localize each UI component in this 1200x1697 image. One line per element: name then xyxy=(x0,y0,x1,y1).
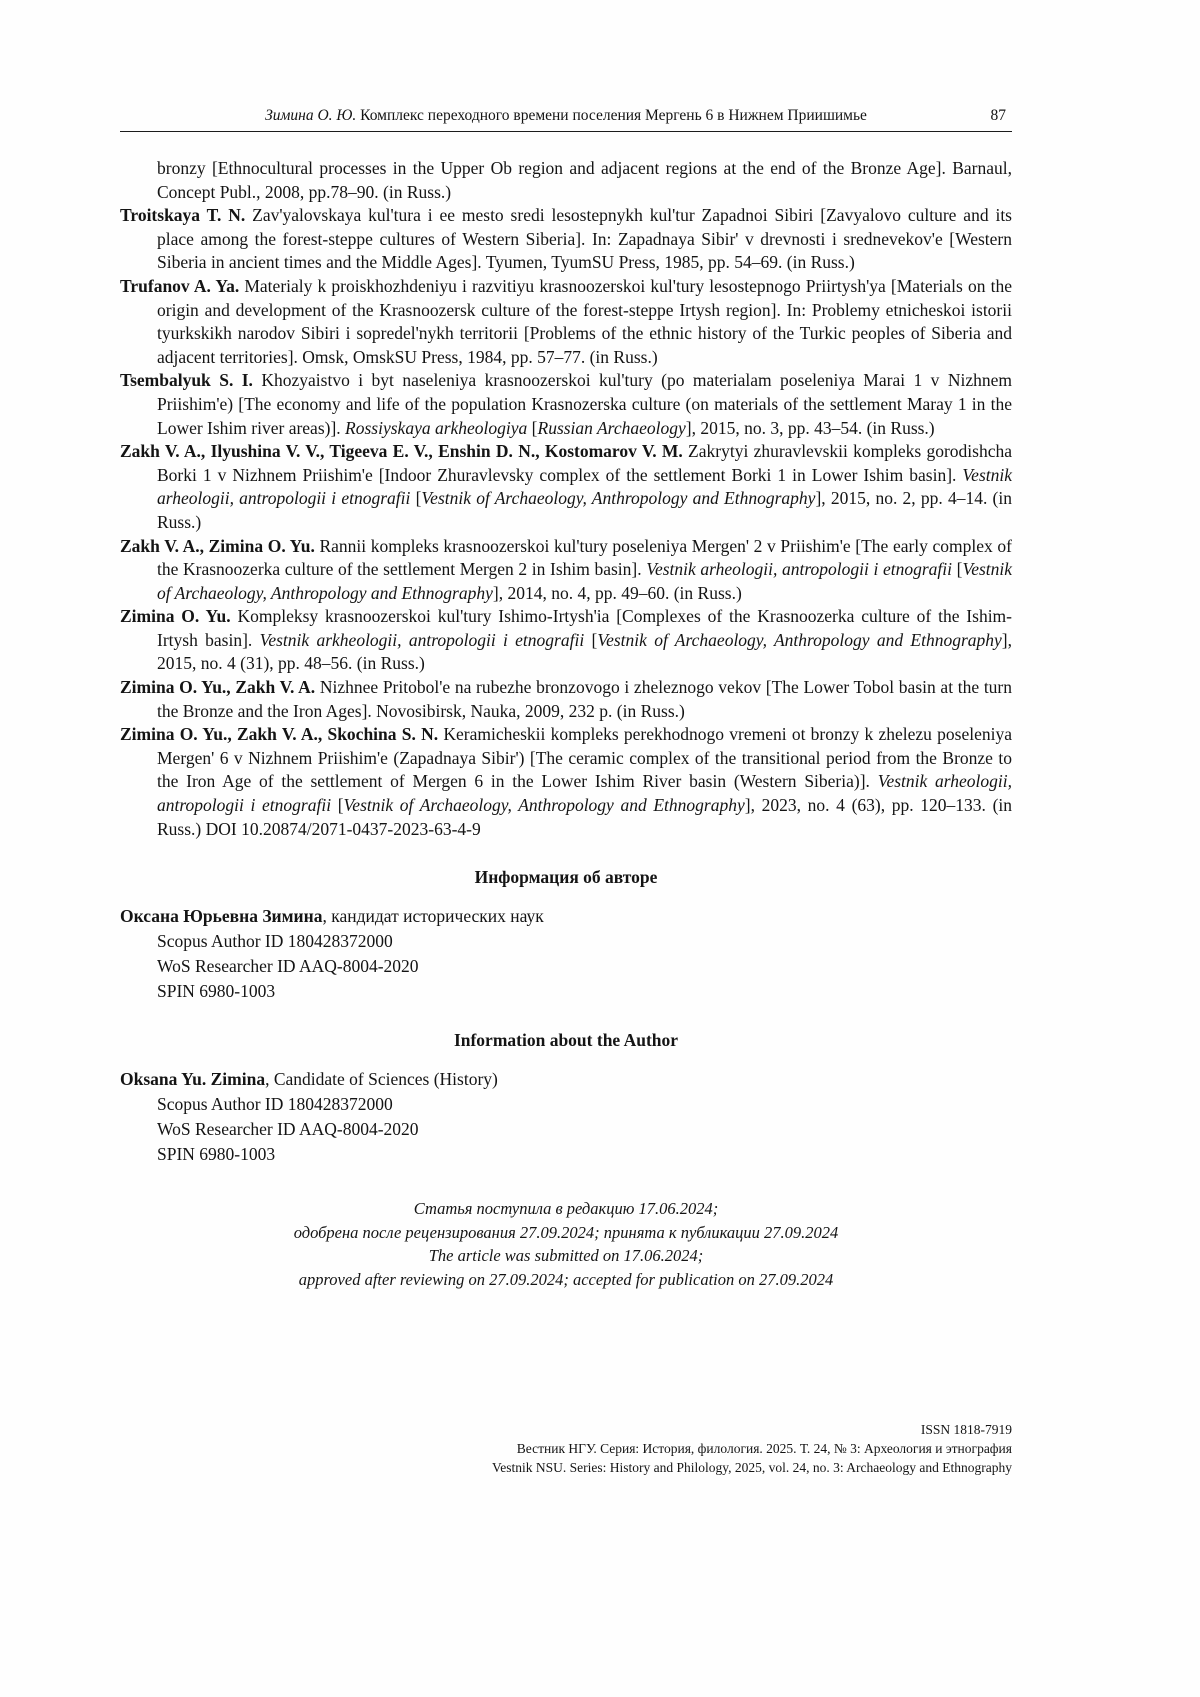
author-spin-id-en: SPIN 6980-1003 xyxy=(157,1144,276,1165)
reference-text: [ xyxy=(527,417,538,438)
reference-journal-title: Vestnik arheologii, antropologii i etnografii xyxy=(157,464,1012,509)
reference-text: Kompleksy krasnoozerskoi kul'tury Ishimo-Irtysh'ia [Complexes of the Krasnoozerka culture of the Ishim-Irtysh basin]. xyxy=(157,606,1012,650)
author-name-en: Oksana Yu. Zimina xyxy=(120,1069,266,1090)
reference-text: [ xyxy=(584,629,598,650)
reference-journal-title: Vestnik of Archaeology, Anthropology and Ethnography xyxy=(597,629,1002,650)
author-scopus-id-en: Scopus Author ID 180428372000 xyxy=(157,1094,393,1115)
reference-text: [ xyxy=(410,488,422,509)
author-degree-en: , Candidate of Sciences (History) xyxy=(265,1069,498,1090)
reference-entry xyxy=(120,535,1012,606)
journal-footer xyxy=(120,1420,1012,1477)
reference-text: Khozyaistvo i byt naseleniya krasnoozerskoi kul'tury (po materialam poseleniya Marai 1 v Nizhnem Priishim'e) [The economy and life of the population Krasnozerska culture (on materials of the settlement Maray 1 in the Lower Ishim river areas)]. xyxy=(157,370,1013,438)
author-name-line-ru xyxy=(120,904,1012,929)
submission-line-en-2: approved after reviewing on 27.09.2024; accepted for publication on 27.09.2024 xyxy=(298,1269,834,1289)
reference-text: ], 2015, no. 2, pp. 4–14. (in Russ.) xyxy=(157,488,1012,532)
submission-line-en-1: The article was submitted on 17.06.2024; xyxy=(428,1246,704,1266)
author-info-ru xyxy=(120,904,1012,1004)
running-header xyxy=(120,106,1012,132)
reference-authors: Troitskaya T. N. xyxy=(120,205,253,226)
section-heading-author-info-ru: Информация об авторе xyxy=(474,867,658,888)
running-header-author: Зимина О. Ю. xyxy=(265,107,357,124)
reference-journal-title: Vestnik of Archaeology, Anthropology and Ethnography xyxy=(421,488,816,509)
footer-issn: ISSN 1818-7919 xyxy=(920,1422,1012,1437)
reference-text: Nizhnee Pritobol'e na rubezhe bronzovogo i zheleznogo vekov [The Lower Tobol basin at the turn the Bronze and the Iron Ages]. Novosibirsk, Nauka, 2009, 232 p. (in Russ.) xyxy=(157,677,1013,721)
reference-entry xyxy=(120,204,1012,275)
reference-journal-title: Russian Archaeology xyxy=(537,417,686,438)
submission-line-ru-2: одобрена после рецензирования 27.09.2024; принята к публикации 27.09.2024 xyxy=(293,1222,839,1242)
submission-line-ru-1: Статья поступила в редакцию 17.06.2024; xyxy=(413,1199,719,1219)
page-number: 87 xyxy=(990,107,1006,124)
reference-text: Zav'yalovskaya kul'tura i ee mesto sredi lesostepnykh kul'tur Zapadnoi Sibiri [Zavyalovo culture and its place among the forest-steppe cultures of Western Siberia]. In: Zapadnaya Sibir' v drevnosti i srednevekov'e [Western Siberia in ancient times and the Middle Ages]. Tyumen, TyumSU Press, 1985, pp. 54–69. (in Russ.) xyxy=(157,205,1012,273)
author-name-line-en xyxy=(120,1067,1012,1092)
reference-text: ], 2015, no. 4 (31), pp. 48–56. (in Russ.) xyxy=(157,629,1012,674)
references-list xyxy=(120,157,1012,841)
author-name-ru: Оксана Юрьевна Зимина xyxy=(120,906,323,927)
reference-journal-title: Vestnik arheologii, antropologii i etnografii xyxy=(157,771,1012,816)
submission-dates xyxy=(120,1197,1012,1291)
footer-journal-line-ru: Вестник НГУ. Серия: История, филология. 2025. Т. 24, № 3: Археология и этнография xyxy=(516,1441,1012,1456)
reference-entry xyxy=(120,723,1012,841)
author-wos-id-en: WoS Researcher ID AAQ-8004-2020 xyxy=(157,1119,419,1140)
author-degree-ru: , кандидат исторических наук xyxy=(322,906,544,927)
reference-entry xyxy=(120,605,1012,676)
reference-authors: Tsembalyuk S. I. xyxy=(120,370,262,391)
reference-entry xyxy=(120,676,1012,723)
reference-entry-continuation xyxy=(120,157,1012,204)
reference-entry xyxy=(120,275,1012,369)
reference-text: [ xyxy=(951,559,963,580)
reference-text: bronzy [Ethnocultural processes in the Upper Ob region and adjacent regions at the end of the Bronze Age]. Barnaul, Concept Publ., 2008, pp.78–90. (in Russ.) xyxy=(157,158,1012,202)
reference-text: ], 2014, no. 4, pp. 49–60. (in Russ.) xyxy=(492,582,742,603)
reference-journal-title: Vestnik arheologii, antropologii i etnografii xyxy=(646,559,952,580)
author-scopus-id-ru: Scopus Author ID 180428372000 xyxy=(157,931,393,952)
reference-authors: Zakh V. A., Zimina O. Yu. xyxy=(120,535,320,556)
footer-journal-line-en: Vestnik NSU. Series: History and Philology, 2025, vol. 24, no. 3: Archaeology and Ethnography xyxy=(492,1460,1012,1475)
reference-text: Keramicheskii kompleks perekhodnogo vremeni ot bronzy k zhelezu poseleniya Mergen' 6 v Nizhnem Priishim'e (Zapadnaya Sibir') [The ceramic complex of the transitional period from the Bronze to the Iron Age of the settlement of Mergen 6 in the Lower Ishim River basin (Western Siberia)]. xyxy=(157,724,1012,792)
reference-authors: Zimina O. Yu. xyxy=(120,606,238,627)
reference-text: Zakrytyi zhuravlevskii kompleks gorodishcha Borki 1 v Nizhnem Priishim'e [Indoor Zhuravlevsky complex of the settlement Borki 1 in Lower Ishim basin]. xyxy=(157,441,1012,485)
reference-journal-title: Rossiyskaya arkheologiya xyxy=(345,417,528,438)
running-header-title: Комплекс переходного времени поселения Мергень 6 в Нижнем Приишимье xyxy=(356,107,867,124)
section-heading-author-info-en: Information about the Author xyxy=(453,1030,679,1051)
reference-text: Materialy k proiskhozhdeniyu i razvitiyu krasnoozerskoi kul'tury lesostepnogo Priirtysh'ya [Materials on the origin and development of the Krasnoozersk culture of the forest-steppe Irtysh region]. In: Problemy etnicheskoi istorii tyurkskikh narodov Sibiri i sopredel'nykh territorii [Problems of the ethnic history of the Turkic peoples of Siberia and adjacent territories]. Omsk, OmskSU Press, 1984, pp. 57–77. (in Russ.) xyxy=(157,275,1012,367)
author-spin-id-ru: SPIN 6980-1003 xyxy=(157,981,276,1002)
reference-journal-title: Vestnik of Archaeology, Anthropology and Ethnography xyxy=(157,559,1013,603)
reference-text: [ xyxy=(331,795,344,816)
reference-authors: Zakh V. A., Ilyushina V. V., Tigeeva E. V., Enshin D. N., Kostomarov V. M. xyxy=(120,441,689,462)
reference-authors: Zimina O. Yu., Zakh V. A., Skochina S. N. xyxy=(120,724,444,745)
reference-journal-title: Vestnik of Archaeology, Anthropology and Ethnography xyxy=(343,795,745,816)
reference-text: ], 2023, no. 4 (63), pp. 120–133. (in Russ.) DOI 10.20874/2071-0437-2023-63-4-9 xyxy=(157,795,1013,839)
reference-entry xyxy=(120,440,1012,534)
reference-authors: Zimina O. Yu., Zakh V. A. xyxy=(120,677,320,698)
reference-text: Rannii kompleks krasnoozerskoi kul'tury poseleniya Mergen' 2 v Priishim'e [The early complex of the Krasnoozerka culture of the settlement Mergen 2 in Ishim basin]. xyxy=(157,535,1013,580)
reference-journal-title: Vestnik arkheologii, antropologii i etnografii xyxy=(259,629,585,650)
reference-authors: Trufanov A. Ya. xyxy=(120,275,245,296)
reference-text: ], 2015, no. 3, pp. 43–54. (in Russ.) xyxy=(685,417,935,438)
reference-entry xyxy=(120,369,1012,440)
author-wos-id-ru: WoS Researcher ID AAQ-8004-2020 xyxy=(157,956,419,977)
author-info-en xyxy=(120,1067,1012,1167)
